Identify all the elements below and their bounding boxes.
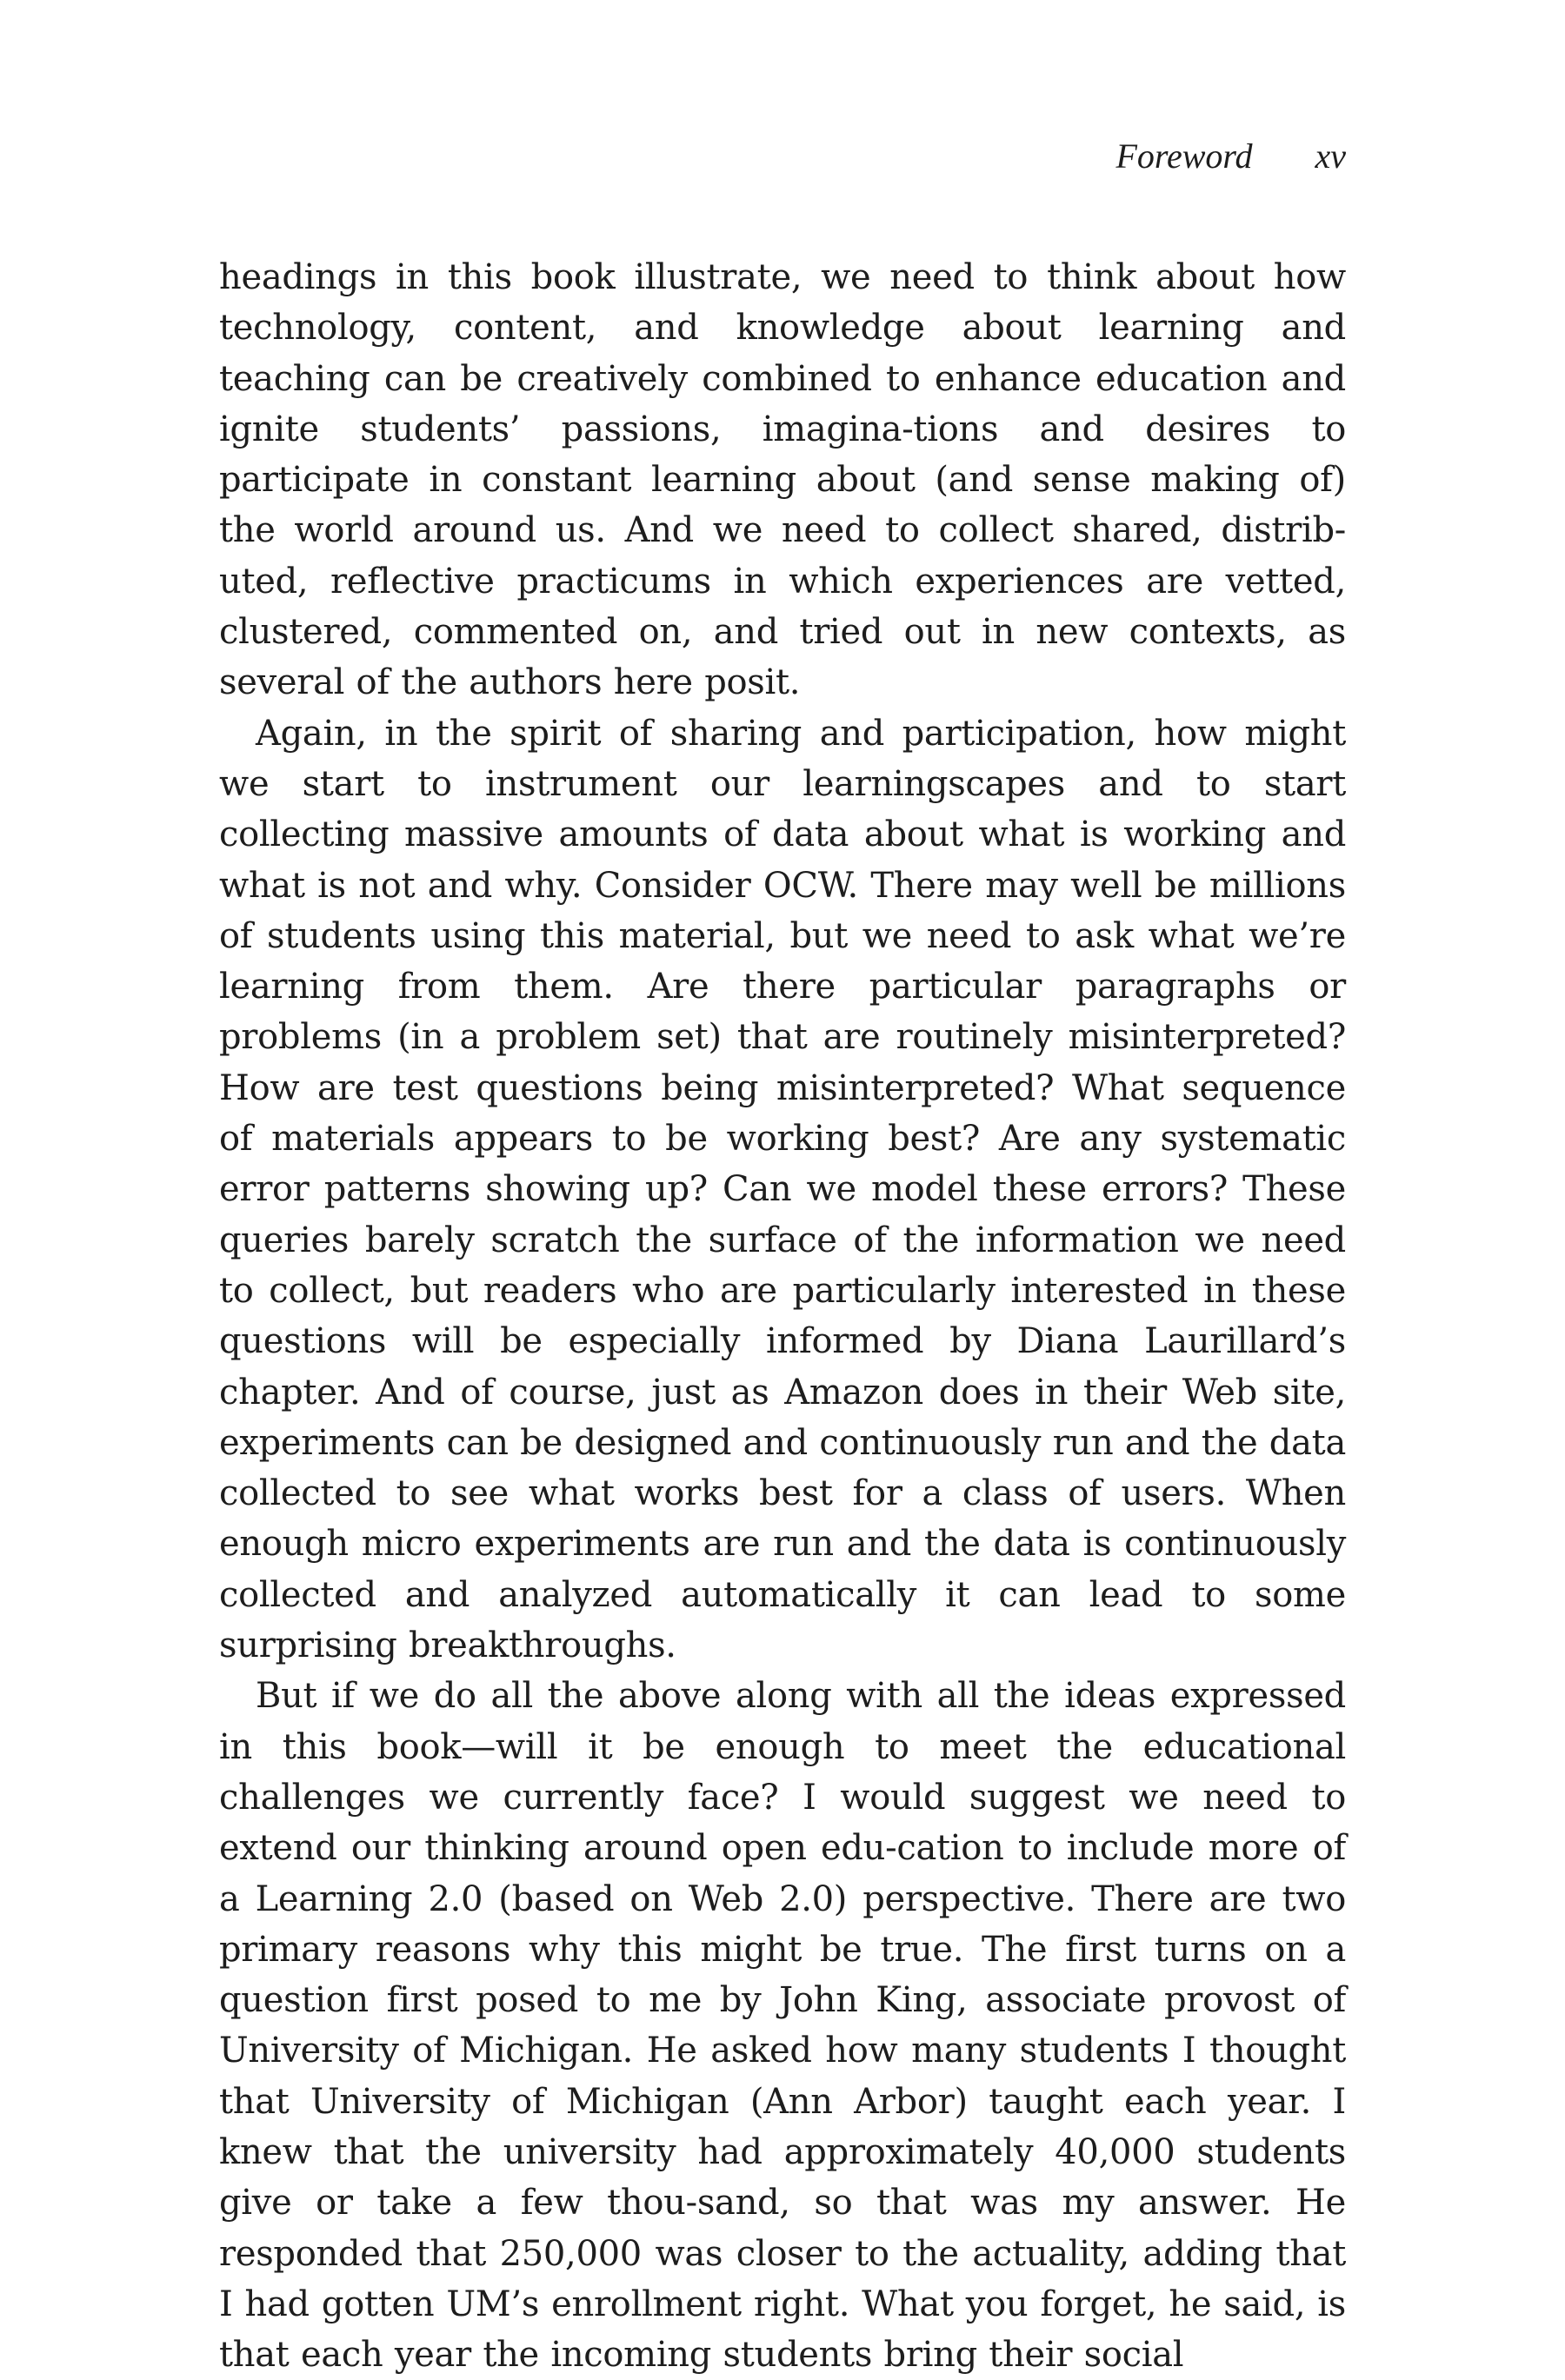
page-number: xv <box>1315 136 1346 176</box>
paragraph-continued: headings in this book illustrate, we need to think about how technology, content, and knowledge about learning and teaching can be creatively combined to enhance education and ignite students’ passions, imagina-tions and desires to participate in constant learning about (and sense making of) the world around us. And we need to collect shared, distrib-uted, reflective practicums in which experiences are vetted, clustered, commented on, and tried out in new contexts, as several of the authors here posit. <box>219 257 1346 703</box>
body-text <box>219 252 1346 2380</box>
paragraph: But if we do all the above along with all the ideas expressed in this book—will it be enough to meet the educational challenges we currently face? I would suggest we need to extend our thinking around open edu-cation to include more of a Learning 2.0 (based on Web 2.0) perspective. There are two primary reasons why this might be true. The first turns on a question first posed to me by John King, associate provost of University of Michigan. He asked how many students I thought that University of Michigan (Ann Arbor) taught each year. I knew that the university had approximately 40,000 students give or take a few thou-sand, so that was my answer. He responded that 250,000 was closer to the actuality, adding that I had gotten UM’s enrollment right. What you forget, he said, is that each year the incoming students bring their social <box>219 1676 1346 2376</box>
paragraph: Again, in the spirit of sharing and participation, how might we start to instrument our learningscapes and to start collecting massive amounts of data about what is working and what is not and why. Consider OCW. There may well be millions of students using this material, but we need to ask what we’re learning from them. Are there particular paragraphs or problems (in a problem set) that are routinely misinterpreted? How are test questions being misinterpreted? What sequence of materials appears to be working best? Are any systematic error patterns showing up? Can we model these errors? These queries barely scratch the surface of the information we need to collect, but readers who are particularly interested in these questions will be especially informed by Diana Laurillard’s chapter. And of course, just as Amazon does in their Web site, experiments can be designed and continuously run and the data collected to see what works best for a class of users. When enough micro experiments are run and the data is continuously collected and analyzed automatically it can lead to some surprising breakthroughs. <box>219 713 1346 1666</box>
running-head <box>1115 136 1346 176</box>
running-head-title: Foreword <box>1115 136 1253 176</box>
